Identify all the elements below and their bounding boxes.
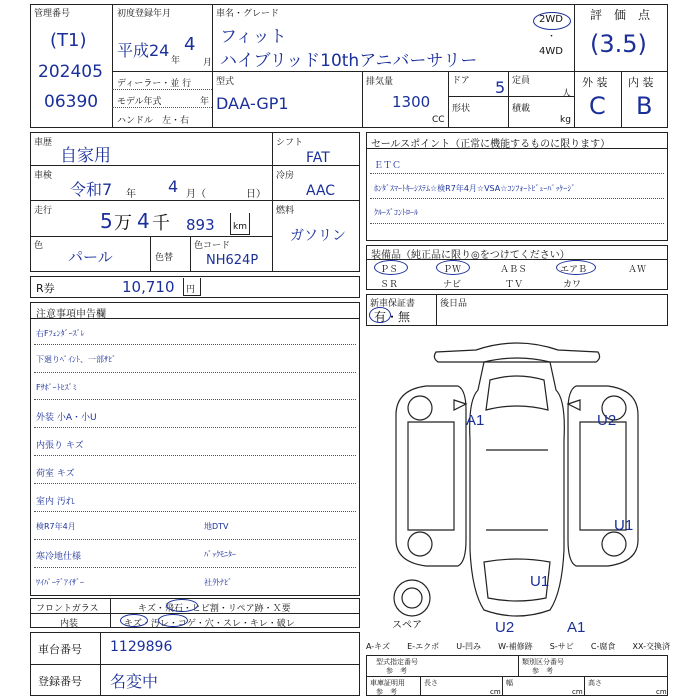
warranty-value: 有・無 — [374, 310, 411, 324]
recycle-yen: 円 — [186, 285, 196, 295]
shaken-month-unit: 月（ — [186, 189, 206, 200]
equip-aw: ＡＷ — [628, 265, 647, 275]
exterior-grade: C — [589, 92, 606, 120]
damage-legend — [366, 641, 670, 652]
note-line-right: ﾊﾞｯｸﾓﾆﾀｰ — [204, 550, 236, 559]
model-year-unit: 年 — [200, 97, 210, 107]
damage-mark: U1 — [530, 573, 550, 590]
damage-mark: A1 — [466, 412, 485, 429]
reg-number-value: 名変中 — [110, 672, 159, 691]
note-line: 内張り キズ — [36, 441, 84, 451]
shaken-era: 令和7 — [70, 180, 113, 199]
color-value: パール — [68, 248, 113, 266]
recycle-value: 10,710 — [122, 278, 175, 296]
history-label: 車歴 — [34, 138, 53, 148]
shape-label: 形状 — [452, 104, 471, 114]
interior-condition-value: キズ・汚レ・コゲ・穴・スレ・キレ・破レ — [124, 619, 295, 629]
warranty-label: 新車保証書 — [370, 299, 416, 309]
recycle-label: R券 — [36, 282, 55, 295]
first-reg-label: 初度登録年月 — [117, 9, 172, 19]
interior-condition-label: 内装 — [60, 619, 79, 629]
mileage-label: 走行 — [34, 206, 53, 216]
mgmt-label: 管理番号 — [34, 9, 71, 19]
note-line: ﾜｲﾊﾟｰﾃﾞｱｲｻﾞｰ — [36, 578, 84, 587]
legend-item: W-補修跡 — [498, 642, 533, 651]
model-label: 型式 — [216, 77, 235, 87]
note-line-right: 地DTV — [204, 522, 229, 531]
mileage-man: 5 — [100, 209, 113, 233]
car-name-label: 車名・グレード — [216, 9, 280, 19]
mgmt-code: (T1) — [50, 30, 87, 51]
model-year-label: モデル年式 — [117, 97, 162, 107]
equip-leather: カワ — [563, 280, 582, 290]
first-reg-year-unit: 年 — [171, 56, 181, 66]
equip-airbag: エアＢ — [560, 265, 588, 275]
mileage-man-unit: 万 — [114, 213, 132, 234]
first-reg-month-unit: 月 — [203, 58, 213, 68]
type-ref: 参 考 — [386, 667, 407, 675]
dealer-label: ディーラー・並 行 — [117, 79, 192, 89]
legend-item: XX-交換済 — [632, 642, 670, 651]
color-code-label: 色コード — [194, 241, 231, 251]
after-item-label: 後日品 — [440, 299, 468, 309]
capacity-unit: 人 — [562, 89, 572, 99]
fuel-value: ガソリン — [290, 228, 346, 244]
ac-label: 冷房 — [276, 171, 295, 181]
height-unit: cm — [656, 688, 667, 696]
mileage-rest: 893 — [186, 216, 215, 234]
equip-sr: ＳＲ — [380, 280, 399, 290]
equip-tv: ＴＶ — [505, 280, 524, 290]
height-label: 高さ — [588, 679, 602, 687]
car-diagram — [366, 330, 668, 635]
mileage-sen: 4 — [137, 209, 150, 233]
damage-mark: A1 — [567, 619, 586, 636]
reg-number-label: 登録番号 — [38, 675, 82, 688]
note-line: 検R7年4月 — [36, 522, 76, 531]
load-label: 積載 — [512, 104, 531, 114]
kg-unit: kg — [560, 115, 571, 125]
equip-abs: ＡＢＳ — [500, 265, 528, 275]
chassis-value: 1129896 — [110, 639, 173, 655]
damage-mark: U2 — [597, 412, 617, 429]
equipment-title: 装備品（純正品に限り◎をつけてください） — [371, 250, 570, 261]
car-outline-icon — [366, 330, 668, 635]
garage-ref: 参 考 — [376, 688, 397, 696]
sales-point-line: ｸﾙｰｽﾞｺﾝﾄﾛｰﾙ — [374, 208, 418, 217]
shaken-year-unit: 年 — [126, 189, 136, 200]
note-line: 外装 小A・小U — [36, 413, 97, 423]
door-value: 5 — [495, 78, 506, 97]
note-line: 室内 汚れ — [36, 497, 75, 507]
mgmt-number-1: 202405 — [38, 62, 103, 82]
note-line: Fｻﾎﾟｰﾄﾋｽﾞﾐ — [36, 383, 77, 392]
notes-title: 注意事項申告欄 — [36, 309, 106, 320]
note-line: 下廻りﾍﾟｲﾝﾄ、一部ｻﾋﾞ — [36, 355, 116, 364]
ac-value: AAC — [306, 183, 336, 199]
legend-item: E-エクボ — [407, 642, 440, 651]
note-line: 右Fﾌｪﾝﾀﾞｰｽﾞﾚ — [36, 329, 85, 338]
sales-point-line: ﾎﾝﾀﾞｽﾏｰﾄｷｰｼｽﾃﾑ☆検R7年4月☆VSA☆ｺﾝﾌｫｰﾄﾋﾞｭｰﾊﾟｯｹｰｼﾞ — [374, 184, 576, 193]
length-unit: cm — [490, 688, 501, 696]
drive-2wd: 2WD — [539, 14, 563, 25]
class-number-label: 類別区分番号 — [522, 658, 564, 666]
exterior-label: 外 装 — [582, 76, 608, 89]
cc-unit: CC — [432, 115, 445, 125]
note-line-right: 社外ﾅﾋﾞ — [204, 578, 232, 587]
fuel-label: 燃料 — [276, 206, 295, 216]
damage-mark: U2 — [495, 619, 515, 636]
color-code-value: NH624P — [206, 253, 259, 268]
width-unit: cm — [572, 688, 583, 696]
damage-mark: U1 — [614, 517, 634, 534]
chassis-label: 車台番号 — [38, 643, 82, 656]
legend-item: A-キズ — [366, 642, 391, 651]
note-line: 荷室 キズ — [36, 469, 75, 479]
legend-item: U-凹み — [456, 642, 482, 651]
mileage-sen-unit: 千 — [152, 213, 170, 234]
garage-cert-label: 車庫証明用 — [370, 679, 405, 687]
length-label: 長さ — [424, 679, 438, 687]
front-glass-value: キズ・飛石・ヒビ割・リペア跡・Ｘ要 — [138, 604, 291, 614]
shaken-day-unit: 日） — [246, 189, 266, 200]
displacement-label: 排気量 — [366, 77, 394, 87]
first-reg-month: 4 — [184, 34, 196, 55]
width-label: 幅 — [506, 679, 513, 687]
drive-separator: ・ — [547, 32, 557, 42]
front-glass-label: フロントガラス — [36, 604, 99, 614]
history-value: 自家用 — [60, 146, 111, 166]
interior-label: 内 装 — [628, 76, 654, 89]
class-ref: 参 考 — [532, 667, 553, 675]
drive-4wd: 4WD — [539, 46, 563, 57]
type-designation-label: 型式指定番号 — [376, 658, 418, 666]
car-grade: ハイブリッド10thアニバーサリー — [220, 51, 478, 71]
shift-value: FAT — [306, 150, 330, 166]
equip-navi: ナビ — [443, 280, 462, 290]
legend-item: C-腐食 — [590, 642, 616, 651]
equip-pw: ＰＷ — [443, 265, 462, 275]
rating-value: (3.5) — [590, 30, 647, 58]
handle-label: ハンドル 左・右 — [117, 116, 190, 126]
capacity-label: 定員 — [512, 76, 531, 86]
sales-point-line: ＥＴＣ — [374, 161, 402, 171]
equip-ps: ＰＳ — [380, 265, 399, 275]
first-reg-era: 平成24 — [117, 41, 170, 60]
color-change-label: 色替 — [155, 253, 174, 263]
mgmt-number-2: 06390 — [44, 92, 99, 112]
sales-points-title: セールスポイント（正常に機能するものに限ります） — [371, 139, 611, 150]
km-unit: km — [233, 222, 247, 232]
shaken-label: 車検 — [34, 171, 53, 181]
car-name: フィット — [220, 27, 287, 47]
rating-label: 評 価 点 — [590, 8, 651, 22]
note-line: 寒冷地仕様 — [36, 552, 82, 562]
shaken-month: 4 — [168, 177, 179, 196]
displacement-value: 1300 — [392, 93, 431, 111]
legend-item: S-サビ — [549, 642, 574, 651]
model-value: DAA-GP1 — [216, 94, 289, 113]
color-label: 色 — [34, 241, 44, 251]
interior-grade: B — [636, 92, 653, 120]
shift-label: シフト — [276, 138, 304, 148]
spare-label: スペア — [392, 620, 422, 631]
door-label: ドア — [452, 76, 470, 86]
